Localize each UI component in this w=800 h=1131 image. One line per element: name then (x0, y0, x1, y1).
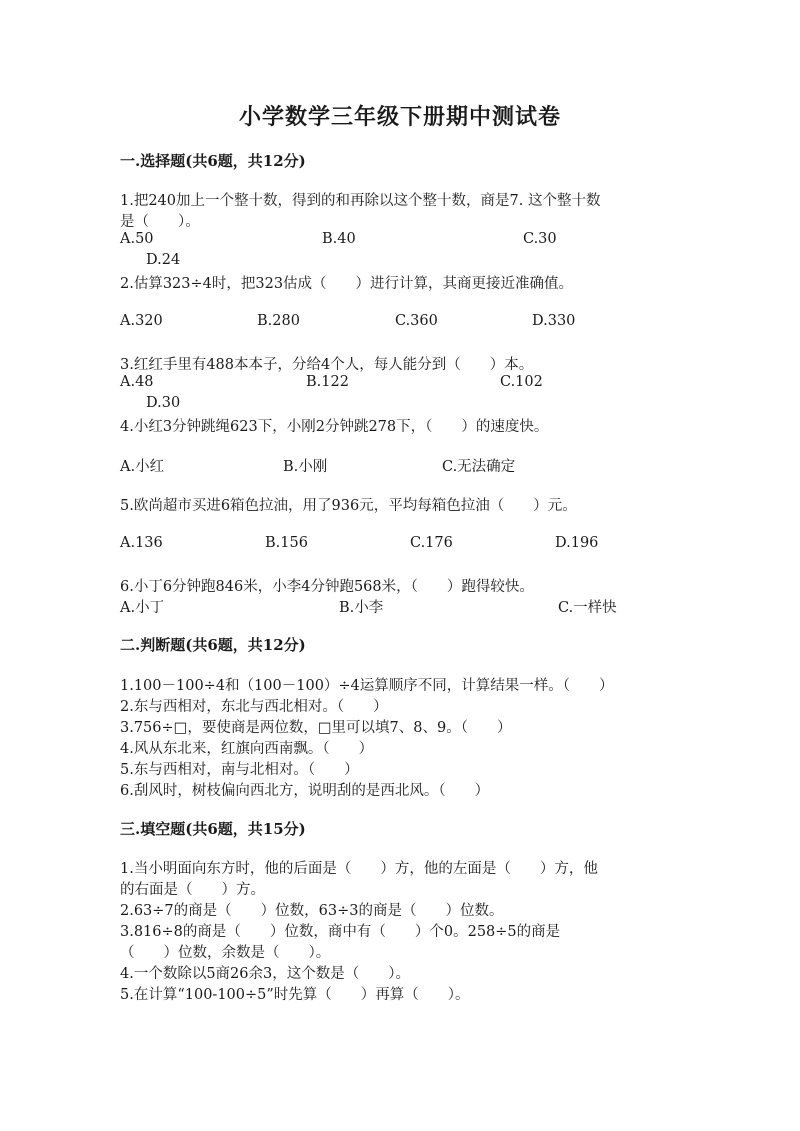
question-text: 6.小丁6分钟跑846米，小李4分钟跑568米，（ ）跑得较快。 (120, 579, 534, 595)
question-text: 1.把240加上一个整十数，得到的和再除以这个整十数，商是7. 这个整十数 (120, 193, 601, 209)
question-text: 2.估算323÷4时，把323估成（ ）进行计算，其商更接近准确值。 (120, 276, 574, 292)
option-a: A.136 (120, 535, 163, 551)
question-text: （ ）位数，余数是（ ）。 (120, 945, 331, 961)
option-b: B.小李 (339, 600, 384, 616)
option-a: A.320 (120, 313, 163, 329)
question-text: 6.刮风时，树枝偏向西北方，说明刮的是西北风。（ ） (120, 783, 490, 799)
option-a: A.小红 (120, 459, 165, 475)
question-text: 2.东与西相对，东北与西北相对。（ ） (120, 699, 388, 715)
question-text: 3.756÷□，要使商是两位数，□里可以填7、8、9。（ ） (120, 720, 512, 736)
question-text: 4.风从东北来，红旗向西南飘。（ ） (120, 741, 374, 757)
option-c: C.176 (410, 535, 453, 551)
option-b: B.40 (322, 231, 356, 247)
option-a: A.小丁 (120, 600, 165, 616)
question-text: 1.100－100÷4和（100－100）÷4运算顺序不同，计算结果一样。（ ） (120, 678, 614, 694)
question-text: 5.在计算“100-100÷5”时先算（ ）再算（ ）。 (120, 987, 470, 1003)
page-title: 小学数学三年级下册期中测试卷 (238, 104, 561, 130)
option-d: D.24 (146, 252, 181, 268)
question-text: 4.小红3分钟跳绳623下，小刚2分钟跳278下，（ ）的速度快。 (120, 419, 549, 435)
option-d: D.196 (555, 535, 599, 551)
section-heading-fill: 三.填空题(共6题，共15分) (120, 820, 306, 838)
option-b: B.280 (257, 313, 300, 329)
option-c: C.一样快 (558, 600, 617, 616)
option-c: C.30 (523, 231, 557, 247)
option-d: D.30 (146, 395, 181, 411)
question-text: 1.当小明面向东方时，他的后面是（ ）方，他的左面是（ ）方，他 (120, 861, 598, 877)
question-text: 4.一个数除以5商26余3，这个数是（ ）。 (120, 966, 410, 982)
option-b: B.小刚 (283, 459, 328, 475)
question-text: 的右面是（ ）方。 (120, 882, 265, 898)
option-c: C.360 (395, 313, 438, 329)
option-c: C.无法确定 (442, 459, 516, 475)
section-heading-judge: 二.判断题(共6题，共12分) (120, 636, 306, 654)
option-d: D.330 (532, 313, 576, 329)
question-text: 5.欧尚超市买进6箱色拉油，用了936元，平均每箱色拉油（ ）元。 (120, 498, 577, 514)
option-b: B.122 (306, 374, 349, 390)
section-heading-choice: 一.选择题(共6题，共12分) (120, 152, 306, 170)
question-text: 是（ ）。 (120, 214, 200, 230)
question-text: 3.816÷8的商是（ ）位数，商中有（ ）个0。258÷5的商是 (120, 924, 561, 940)
option-a: A.48 (120, 374, 154, 390)
option-b: B.156 (265, 535, 308, 551)
option-a: A.50 (120, 231, 154, 247)
question-text: 5.东与西相对，南与北相对。（ ） (120, 762, 359, 778)
question-text: 2.63÷7的商是（ ）位数，63÷3的商是（ ）位数。 (120, 903, 504, 919)
question-text: 3.红红手里有488本本子，分给4个人，每人能分到（ ）本。 (120, 357, 534, 373)
option-c: C.102 (500, 374, 543, 390)
